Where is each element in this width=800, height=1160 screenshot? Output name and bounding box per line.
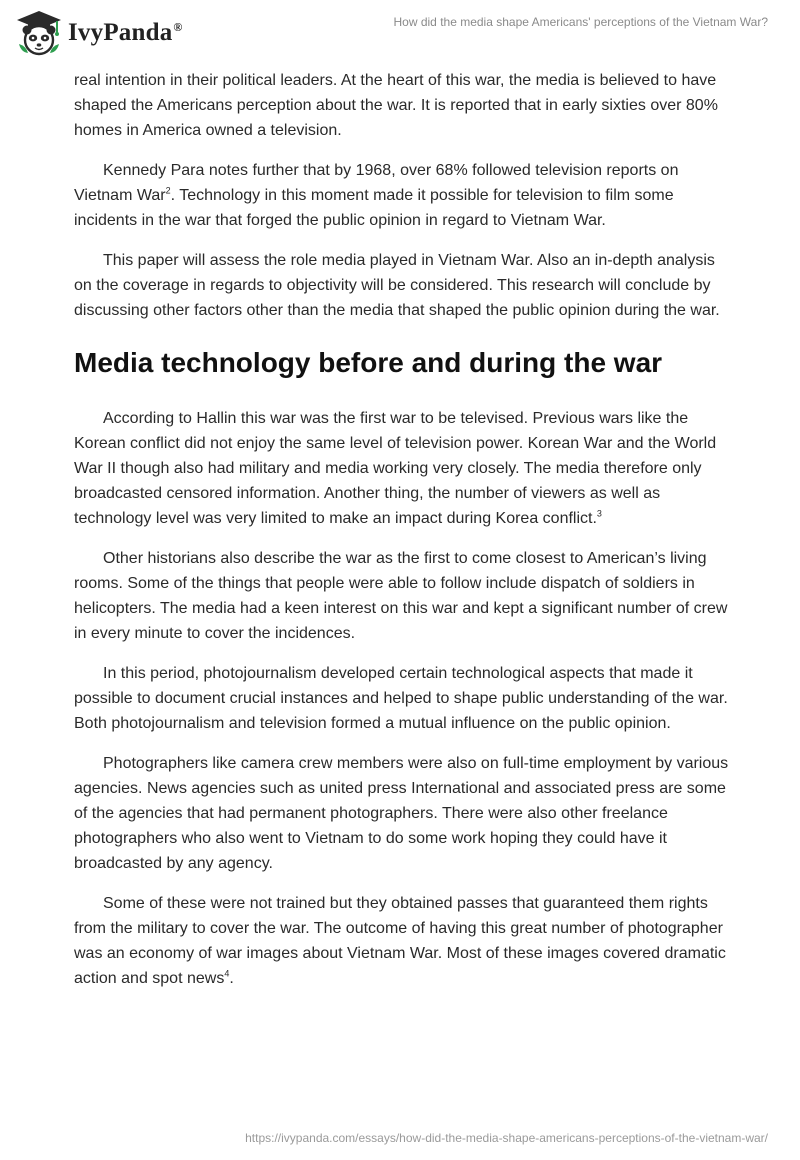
paragraph-6: In this period, photojournalism developed certain technological aspects that made it possible to document crucial instances and helped to shape public understanding of the war. Both photojournalism and television formed a mutual influence on the public opinion. — [74, 665, 728, 732]
brand-name: IvyPanda® — [68, 19, 183, 46]
paragraph-2: Kennedy Para notes further that by 1968, over 68% followed television reports on Vietnam War$^2$. Technology in this moment made it possible for television to film some incidents in the war that forged the public opinion in regard to Vietnam War. — [74, 162, 679, 229]
document-title: How did the media shape Americans' perceptions of the Vietnam War? — [393, 15, 768, 29]
source-url[interactable]: https://ivypanda.com/essays/how-did-the-media-shape-americans-perceptions-of-the-vietnam-war/ — [245, 1131, 768, 1145]
paragraph-5: Other historians also describe the war as the first to come closest to American’s living rooms. Some of the things that people were able to follow include dispatch of soldiers in helicopters. The media had a keen interest on this war and kept a significant number of crew in every minute to cover the incidences. — [74, 550, 728, 642]
essay-body — [74, 68, 734, 1006]
section-heading: Media technology before and during the war — [74, 347, 663, 378]
ivypanda-logo[interactable] — [14, 8, 183, 58]
panda-graduate-icon — [14, 8, 64, 58]
paragraph-8: Some of these were not trained but they obtained passes that guaranteed them rights from the military to cover the war. The outcome of having this great number of photographer was an economy of war images about Vietnam War. Most of these images covered dramatic action and spot news$^4$. — [74, 895, 726, 987]
paragraph-4: According to Hallin this war was the first war to be televised. Previous wars like the Korean conflict did not enjoy the same level of television power. Korean War and the World War II though also had military and media working very closely. The media therefore only broadcasted censored information. Another thing, the number of viewers as well as technology level was very limited to make an impact during Korea conflict.$^3$ — [74, 410, 717, 527]
paragraph-3: This paper will assess the role media played in Vietnam War. Also an in-depth analysis on the coverage in regards to objectivity will be considered. This research will conclude by discussing other factors other than the media that shaped the public opinion during the war. — [74, 252, 720, 319]
page-header — [0, 0, 800, 70]
footnote-ref-3[interactable]: 3 — [596, 508, 602, 519]
paragraph-7: Photographers like camera crew members were also on full-time employment by various agencies. News agencies such as united press International and associated press are some of the agencies that had permanent photographers. There were also other freelance photographers who also went to Vietnam to do some work hoping they could have it broadcasted by any agency. — [74, 755, 729, 872]
footnote-ref-4[interactable]: 4 — [224, 968, 230, 979]
footnote-ref-2[interactable]: 2 — [165, 185, 171, 196]
paragraph-1: real intention in their political leaders. At the heart of this war, the media is believed to have shaped the Americans perception about the war. It is reported that in early sixties over 80% homes in America owned a television. — [74, 72, 718, 139]
